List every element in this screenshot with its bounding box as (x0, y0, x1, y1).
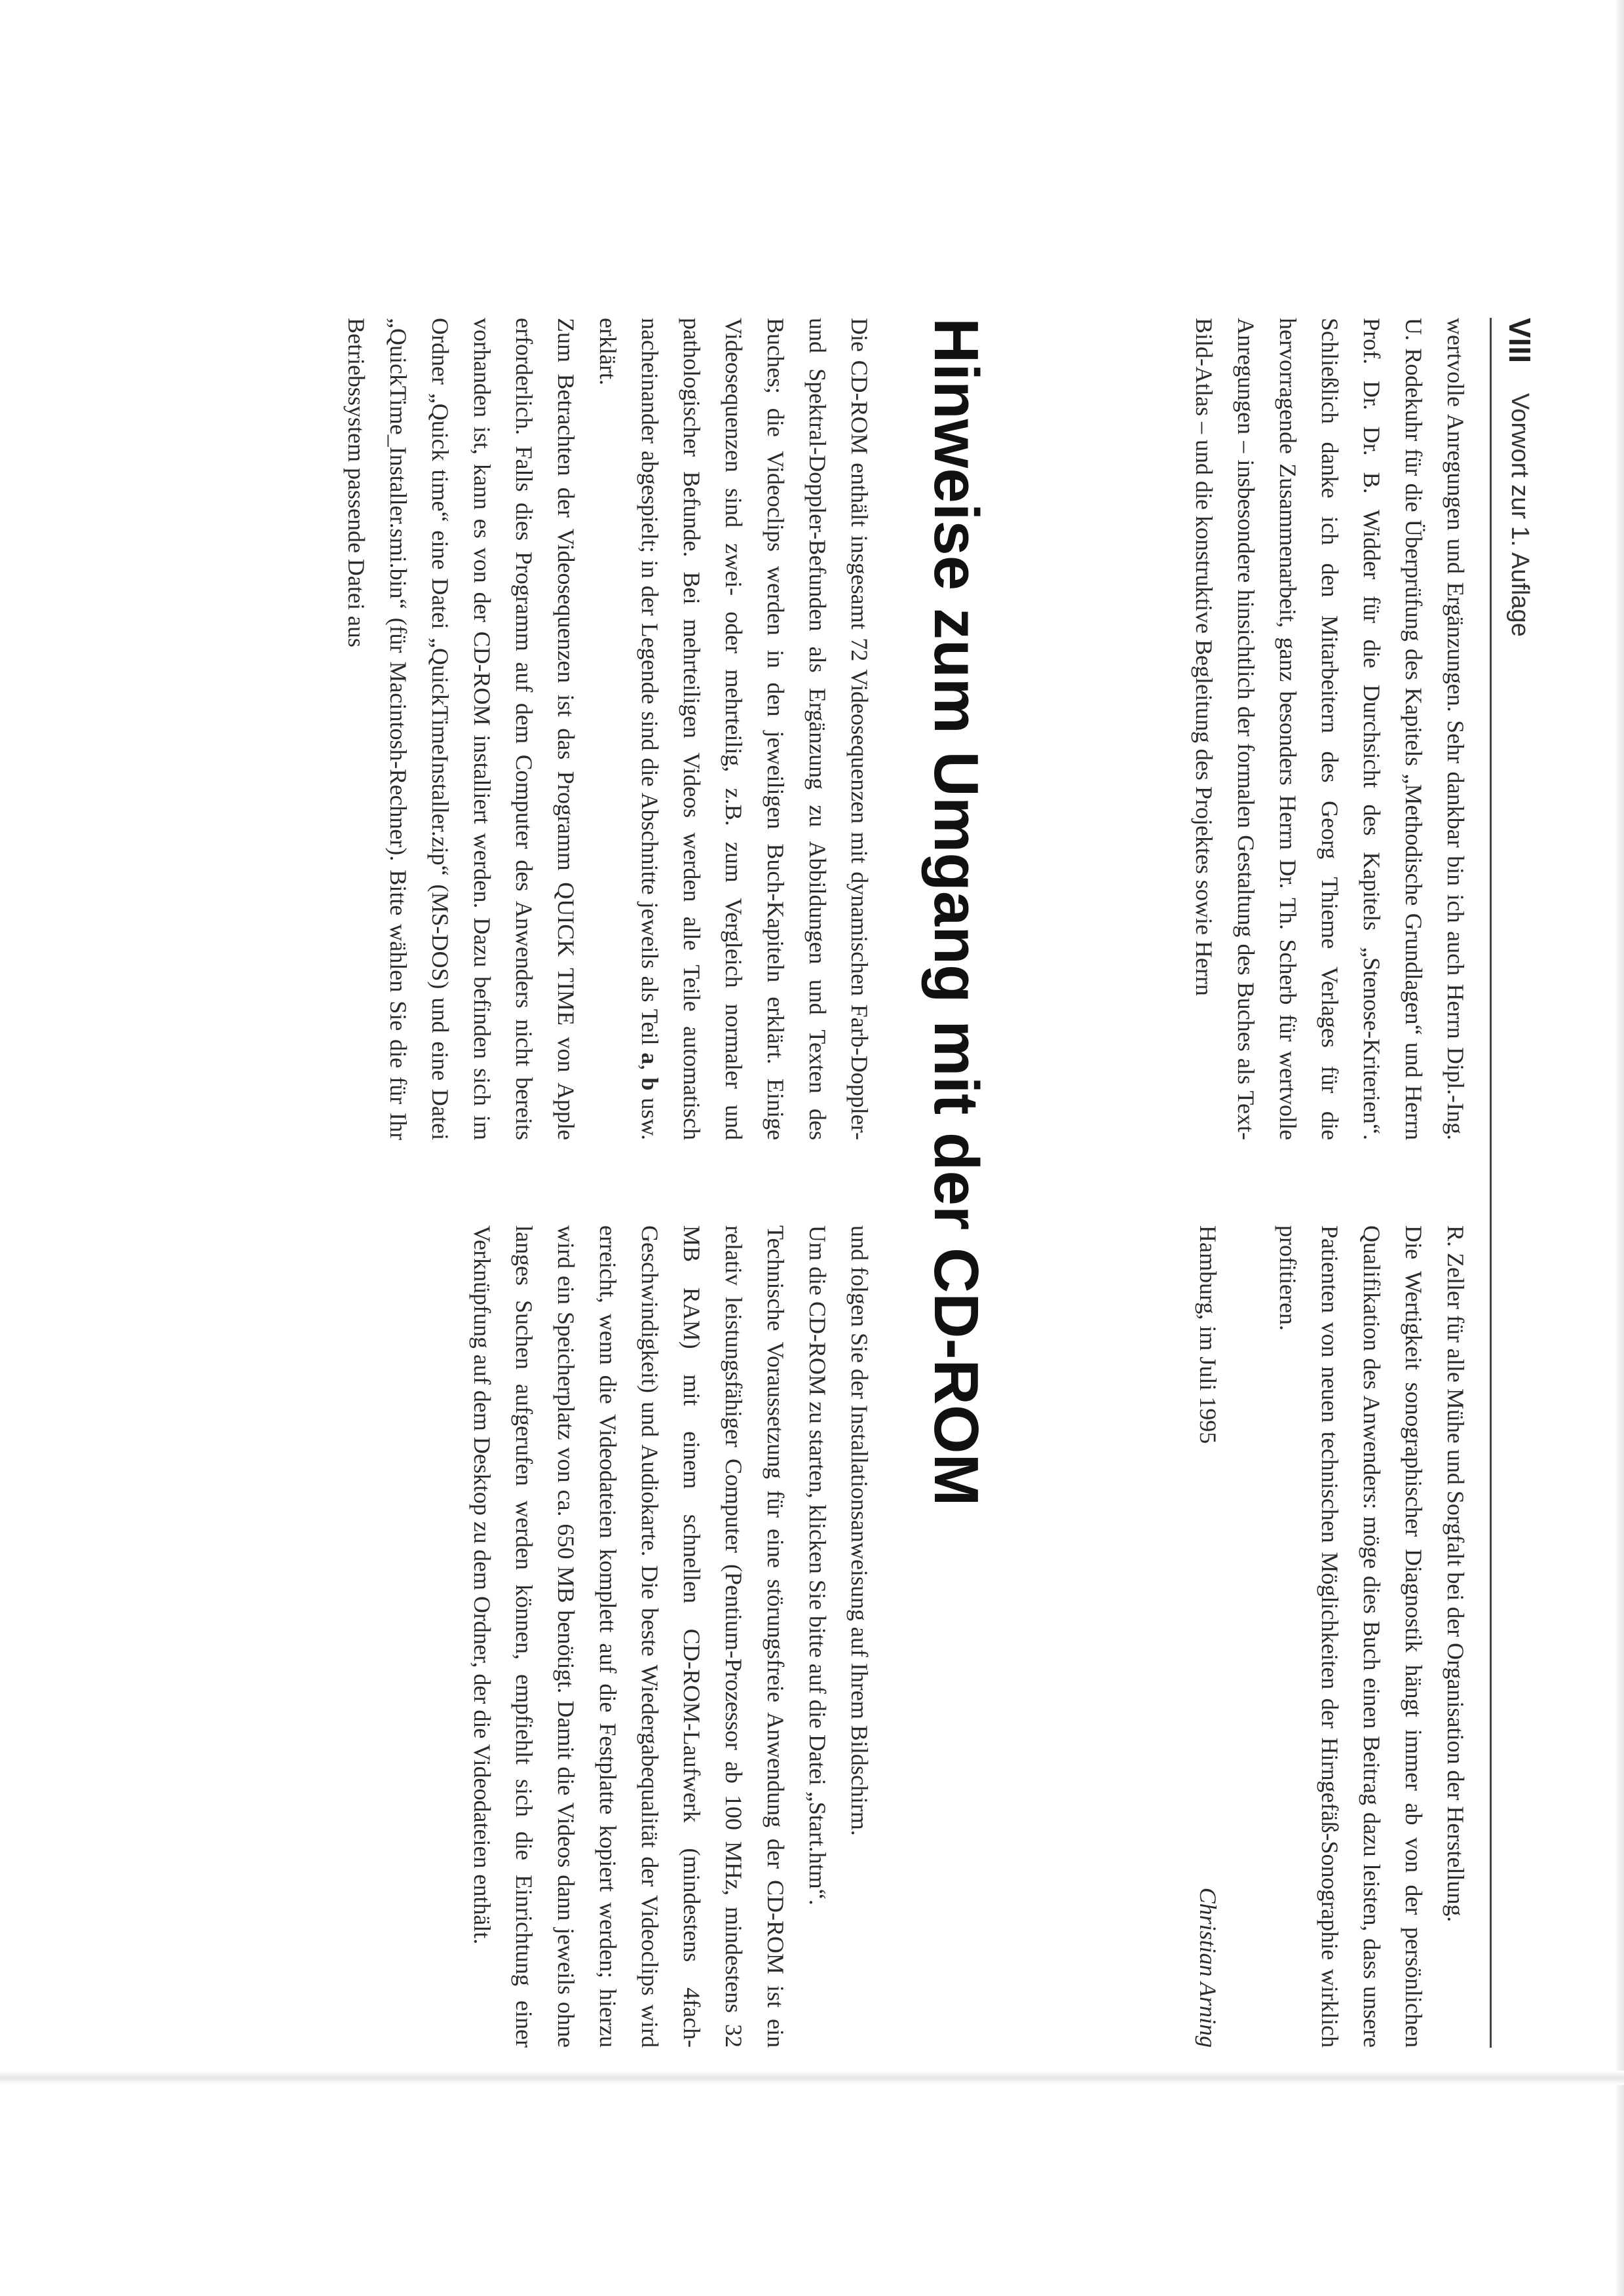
preface-column-left (1183, 318, 1477, 1140)
page-header (1490, 318, 1539, 2048)
part-label-a: a (637, 1052, 663, 1065)
section-paragraph: und folgen Sie der Installationsanweisung auf Ihrem Bildschirm. (846, 1225, 873, 1836)
part-label-b: b (637, 1077, 663, 1091)
author-signature: Christian Arning (1195, 1887, 1221, 2048)
running-head: Vorwort zur 1. Auflage (1506, 393, 1534, 637)
paragraph-text: usw. erklärt. (595, 318, 663, 1141)
section-paragraph: Um die CD-ROM zu starten, klicken Sie bitte auf die Datei „Start.htm“. (804, 1225, 831, 1905)
section-paragraph (587, 318, 880, 1140)
page-number: VIII (1503, 318, 1537, 364)
dateline (1187, 1225, 1229, 2048)
section-column-left (335, 318, 880, 1140)
preface-paragraph: Die Wertigkeit sonographischer Diagnostik hängt immer ab von der persönlichen Qualifikation des Anwenders: möge dies Buch einen Beitrag dazu leisten, dass unsere Patienten von neuen technischen Möglichkeiten der Hirngefäß-Sonographie wirklich profitieren. (1275, 1225, 1427, 2048)
part-separator: , (637, 1064, 663, 1071)
section-paragraph: Technische Voraussetzung für eine störungsfreie Anwendung der CD-ROM ist ein relativ leistungsfähiger Computer (Pentium-Prozessor ab 100 MHz, mindestens 32 MB RAM) mit einem schnellen CD-ROM-Laufwerk (mindestens 4fach-Geschwindigkeit) und Audiokarte. Die beste Wiedergabequalität der Videoclips wird erreicht, wenn die Videodateien komplett auf die Festplatte kopiert werden; hierzu wird ein Speicherplatz von ca. 650 MB benötigt. Damit die Videos dann jeweils ohne langes Suchen aufgerufen werden können, empfiehlt sich die Einrichtung einer Verknüpfung auf dem Desktop zu dem Ordner, der die Videodateien enthält. (469, 1225, 789, 2048)
preface-paragraph: wertvolle Anregungen und Ergänzungen. Sehr dankbar bin ich auch Herrn Dipl.-Ing. U. Rodekuhr für die Überprüfung des Kapitels „Methodische Grundlagen“ und Herrn Prof. Dr. Dr. B. Widder für die Durchsicht des Kapitels „Stenose-Kriterien“. Schließlich danke ich den Mitarbeitern des Georg Thieme Verlages für die hervorragende Zusammenarbeit, ganz besonders Herrn Dr. Th. Scherb für wertvolle Anregungen – insbesondere hinsichtlich der formalen Gestaltung des Buches als Text-Bild-Atlas – und die konstruktive Begleitung des Projektes sowie Herrn (1191, 318, 1469, 1140)
section-title: Hinweise zum Umgang mit der CD-ROM (921, 318, 991, 1506)
paragraph-text: Die CD-ROM enthält insgesamt 72 Videosequenzen mit dynamischen Farb-Doppler- und Spektral-Doppler-Befunden als Ergänzung zu Abbildungen und Texten des Buches; die Videoclips werden in den jeweiligen Buch-Kapiteln erklärt. Einige Videosequenzen sind zwei- oder mehrteilig, z.B. zum Vergleich normaler und pathologischer Befunde. Bei mehrteiligen Videos werden alle Teile automatisch nacheinander abgespielt; in der Legende sind die Abschnitte jeweils als Teil (637, 318, 873, 1140)
preface-paragraph: R. Zeller für alle Mühe und Sorgfalt bei der Organisation der Herstellung. (1443, 1225, 1469, 1923)
section-column-right (461, 1225, 880, 2048)
preface-column-right (1187, 1225, 1477, 2048)
section-paragraph: Zum Betrachten der Videosequenzen ist das Programm QUICK TIME von Apple erforderlich. Falls dies Programm auf dem Computer des Anwenders nicht bereits vorhanden ist, kann es von der CD-ROM installiert werden. Dazu befinden sich im Ordner „Quick time“ eine Datei „QuickTimeInstaller.zip“ (MS-DOS) und eine Datei „QuickTime_Installer.smi.bin“ (für Macintosh-Rechner). Bitte wählen Sie die für Ihr Betriebssystem passende Datei aus (343, 318, 579, 1140)
place-date: Hamburg, im Juli 1995 (1195, 1225, 1221, 1444)
